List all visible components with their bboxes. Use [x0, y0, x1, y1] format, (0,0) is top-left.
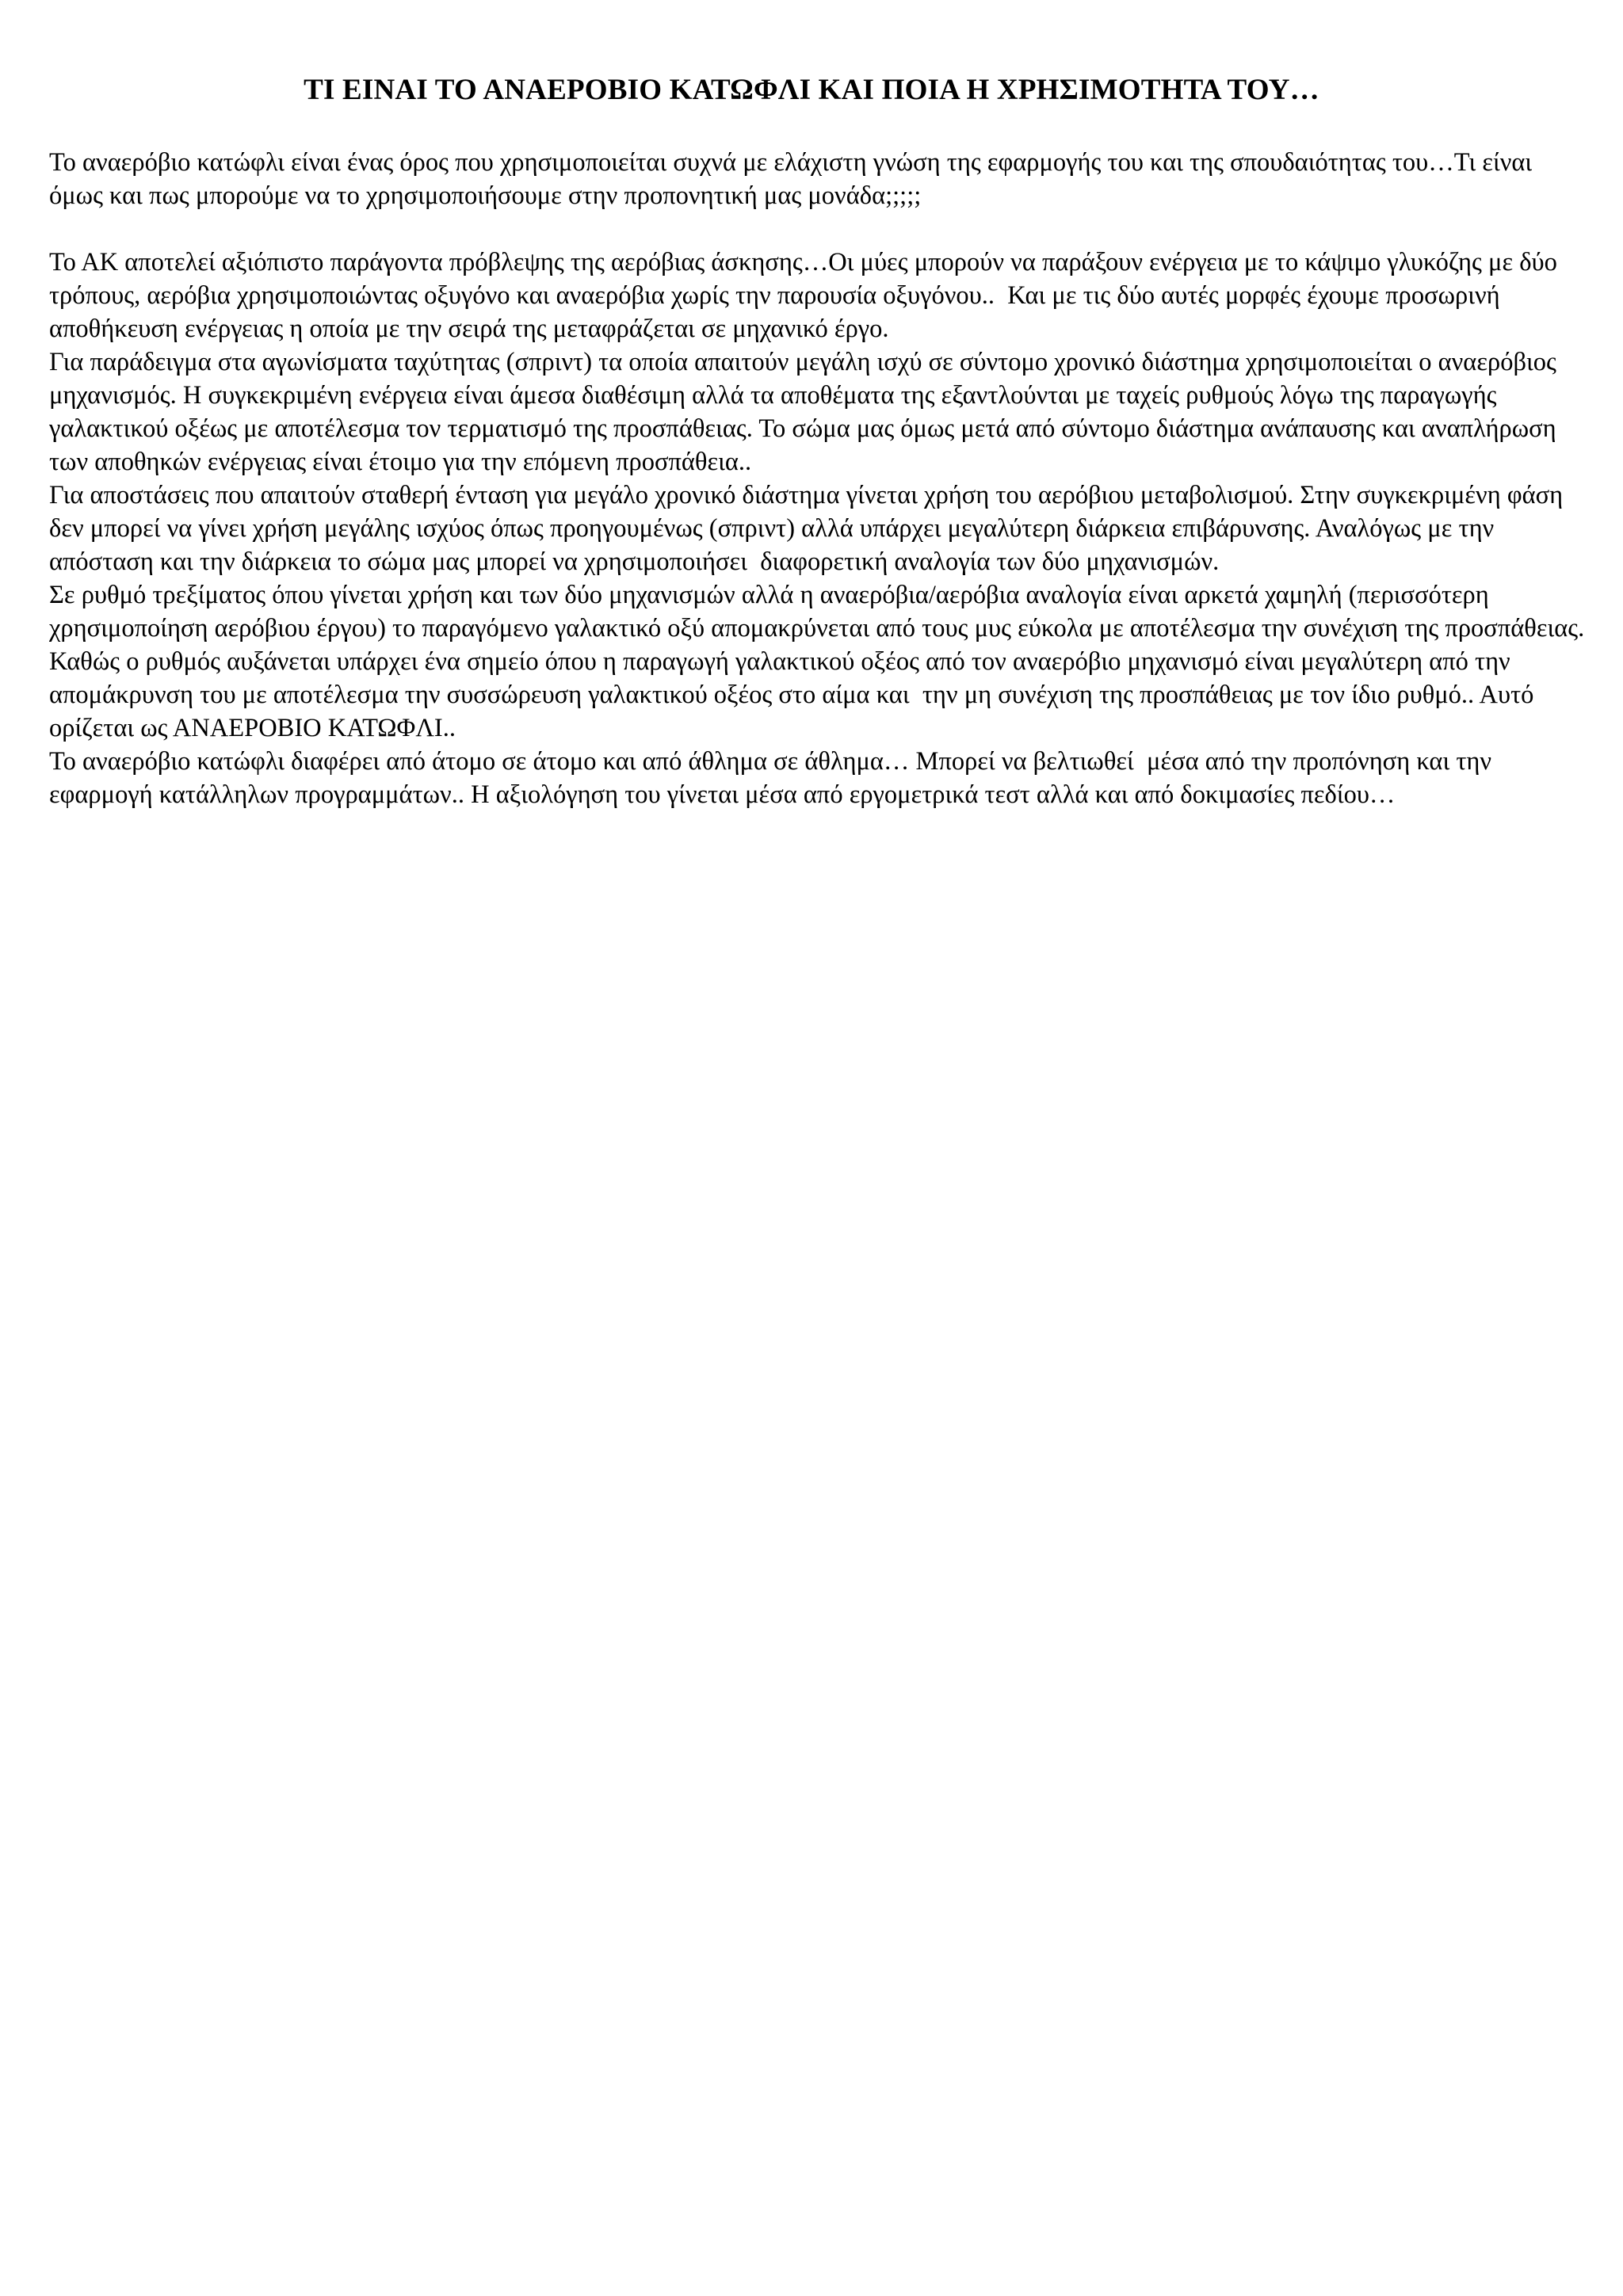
paragraph-threshold-individual: Το αναερόβιο κατώφλι διαφέρει από άτομο σε άτομο και από άθλημα σε άθλημα… Μπορεί να βελτιωθεί μέσα από την προπόνηση και την εφαρμογή κατάλληλων προγραμμάτων.. Η αξιολόγηση του γίνεται μέσα από εργομετρικά τεστ αλλά και από δοκιμασίες πεδίου… [49, 747, 1499, 809]
paragraph-threshold-definition: Σε ρυθμό τρεξίματος όπου γίνεται χρήση και των δύο μηχανισμών αλλά η αναερόβια/αερόβια αναλογία είναι αρκετά χαμηλή (περισσότερη χρησιμοποίηση αερόβιου έργου) το παραγόμενο γαλακτικό οξύ απομακρύνεται από τους μυς εύκολα με αποτέλεσμα την συνέχιση της προσπάθειας. Καθώς ο ρυθμός αυξάνεται υπάρχει ένα σημείο όπου η παραγωγή γαλακτικού οξέος από τον αναερόβιο μηχανισμό είναι μεγαλύτερη από την απομάκρυνση του με αποτέλεσμα την συσσώρευση γαλακτικού οξέος στο αίμα και την μη συνέχιση της προσπάθειας με τον ίδιο ρυθμό.. Αυτό ορίζεται ως ΑΝΑΕΡΟΒΙΟ ΚΑΤΩΦΛΙ.. [49, 581, 1591, 742]
paragraph-spacer [49, 212, 1587, 246]
paragraph-intro: Το αναερόβιο κατώφλι είναι ένας όρος που χρησιμοποιείται συχνά με ελάχιστη γνώση της εφαρμογής του και της σπουδαιότητας του…Τι είναι όμως και πως μπορούμε να το χρησιμοποιήσουμε στην προπονητική μας μονάδα;;;;; [49, 148, 1539, 210]
paragraph-aerobic-distances: Για αποστάσεις που απαιτούν σταθερή ένταση για μεγάλο χρονικό διάστημα γίνεται χρήση του αερόβιου μεταβολισμού. Στην συγκεκριμένη φάση δεν μπορεί να γίνει χρήση μεγάλης ισχύος όπως προηγουμένως (σπριντ) αλλά υπάρχει μεγαλύτερη διάρκεια επιβάρυνσης. Αναλόγως με την απόσταση και την διάρκεια το σώμα μας μπορεί να χρησιμοποιήσει διαφορετική αναλογία των δύο μηχανισμών. [49, 481, 1570, 576]
paragraph-sprint-example: Για παράδειγμα στα αγωνίσματα ταχύτητας (σπριντ) τα οποία απαιτούν μεγάλη ισχύ σε σύντομο χρονικό διάστημα χρησιμοποιείται ο αναερόβιος μηχανισμός. Η συγκεκριμένη ενέργεια είναι άμεσα διαθέσιμη αλλά τα αποθέματα της εξαντλούνται με ταχείς ρυθμούς λόγω της παραγωγής γαλακτικού οξέως με αποτέλεσμα τον τερματισμό της προσπάθειας. Το σώμα μας όμως μετά από σύντομο διάστημα ανάπαυσης και αναπλήρωση των αποθηκών ενέργειας είναι έτοιμο για την επόμενη προσπάθεια.. [49, 348, 1563, 476]
document-body [49, 146, 1591, 811]
paragraph-energy-systems: Το ΑΚ αποτελεί αξιόπιστο παράγοντα πρόβλεψης της αερόβιας άσκησης…Οι μύες μπορούν να παράξουν ενέργεια με το κάψιμο γλυκόζης με δύο τρόπους, αερόβια χρησιμοποιώντας οξυγόνο και αναερόβια χωρίς την παρουσία οξυγόνου.. Και με τις δύο αυτές μορφές έχουμε προσωρινή αποθήκευση ενέργειας η οποία με την σειρά της μεταφράζεται σε μηχανικό έργο. [49, 248, 1564, 343]
document-title: ΤΙ ΕΙΝΑΙ ΤΟ ΑΝΑΕΡΟΒΙΟ ΚΑΤΩΦΛΙ ΚΑΙ ΠΟΙΑ Η ΧΡΗΣΙΜΟΤΗΤΑ ΤΟΥ… [304, 74, 1319, 106]
